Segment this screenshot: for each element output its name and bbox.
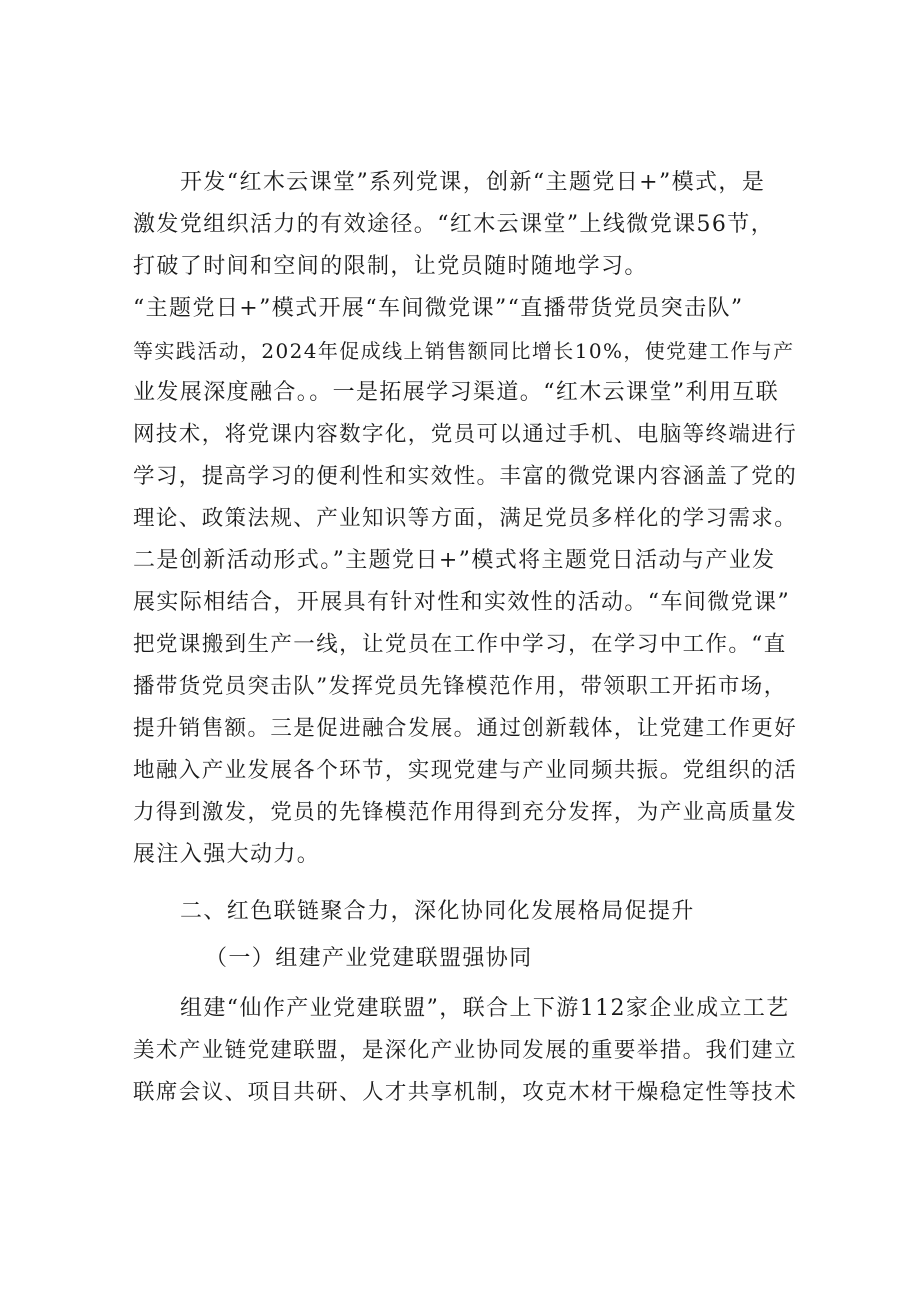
body-text-line-20: 联席会议、项目共研、人才共享机制，攻克木材干燥稳定性等技术 <box>133 1080 798 1105</box>
body-text-line-19: 美术产业链党建联盟，是深化产业协同发展的重要举措。我们建立 <box>133 1038 798 1063</box>
body-text-line-16: 力得到激发，党员的先锋模范作用得到充分发挥，为产业高质量发 <box>133 800 798 825</box>
body-text-line-14: 提升销售额。三是促进融合发展。通过创新载体，让党建工作更好 <box>133 716 798 741</box>
body-text-line-11: 展实际相结合，开展具有针对性和实效性的活动。“车间微党课” <box>133 590 791 615</box>
body-text-line-10: 二是创新活动形式。”主题党日+”模式将主题党日活动与产业发 <box>133 548 776 573</box>
body-text-line-2: 激发党组织活力的有效途径。“红木云课堂”上线微党课56节， <box>133 212 775 237</box>
body-text-line-3: 打破了时间和空间的限制，让党员随时随地学习。 <box>133 254 648 279</box>
body-text-line-17: 展注入强大动力。 <box>133 842 321 867</box>
body-text-line-4: “主题党日+”模式开展“车间微党课”“直播带货党员突击队” <box>133 296 744 321</box>
body-text-line-12: 把党课搬到生产一线，让党员在工作中学习，在学习中工作。“直 <box>133 632 787 657</box>
body-text-line-7: 网技术，将党课内容数字化，党员可以通过手机、电脑等终端进行 <box>133 422 798 447</box>
body-text-line-15: 地融入产业发展各个环节，实现党建与产业同频共振。党组织的活 <box>133 758 798 783</box>
body-text-line-6: 业发展深度融合。。一是拓展学习渠道。“红木云课堂”利用互联 <box>133 380 780 405</box>
body-text-line-5: 等实践活动，2024年促成线上销售额同比增长10%，使党建工作与产 <box>133 339 795 363</box>
section-heading: 二、红色联链聚合力，深化协同化发展格局促提升 <box>180 899 695 924</box>
body-text-line-13: 播带货党员突击队”发挥党员先锋模范作用，带领职工开拓市场， <box>133 674 787 699</box>
body-text-line-1: 开发“红木云课堂”系列党课，创新“主题党日+”模式，是 <box>180 170 766 195</box>
subsection-heading: （一）组建产业党建联盟强协同 <box>205 946 533 971</box>
body-text-line-18: 组建“仙作产业党建联盟”，联合上下游112家企业成立工艺 <box>180 996 790 1021</box>
body-text-line-8: 学习，提高学习的便利性和实效性。丰富的微党课内容涵盖了党的 <box>133 464 798 489</box>
body-text-line-9: 理论、政策法规、产业知识等方面，满足党员多样化的学习需求。 <box>133 506 798 531</box>
